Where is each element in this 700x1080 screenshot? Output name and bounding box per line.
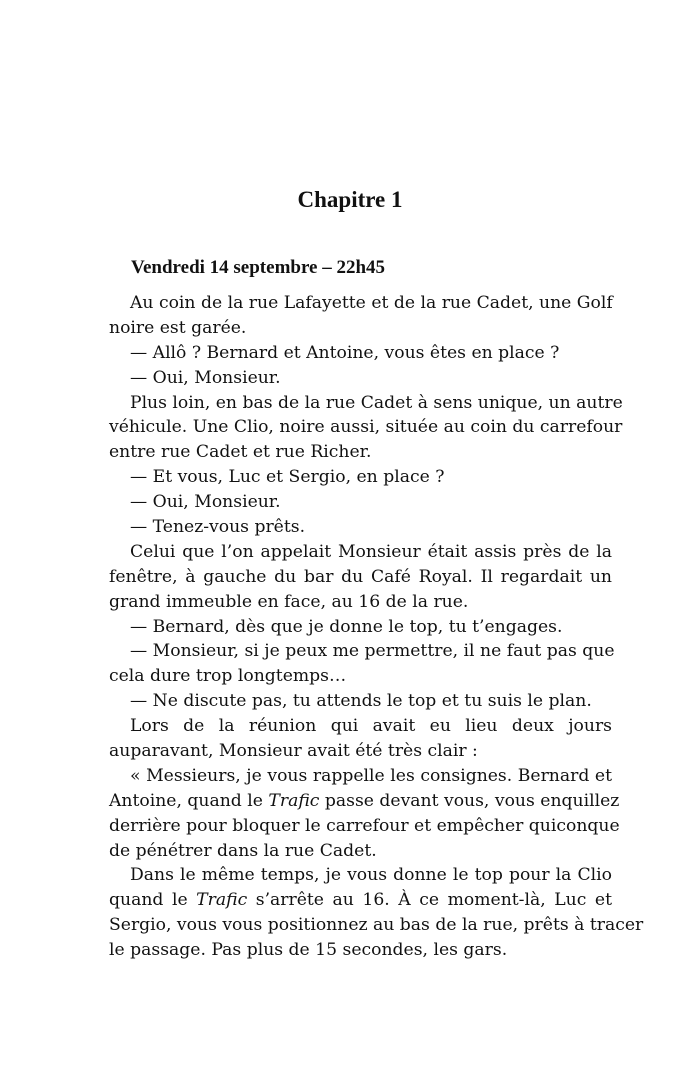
chapter-title: Chapitre 1 [297, 187, 403, 212]
text-line: auparavant, Monsieur avait été très clair : [109, 741, 478, 762]
text-segment: Antoine, quand le [109, 790, 269, 811]
text-line: « Messieurs, je vous rappelle les consignes. Bernard et [130, 765, 612, 786]
text-line: — Monsieur, si je peux me permettre, il ne faut pas que [130, 641, 615, 662]
text-line: de pénétrer dans la rue Cadet. [109, 840, 377, 861]
italic-vehicle-name: Trafic [268, 790, 320, 811]
text-line [109, 789, 620, 814]
text-line: véhicule. Une Clio, noire aussi, située au coin du carrefour [109, 417, 623, 438]
text-line: Sergio, vous vous positionnez au bas de la rue, prêts à tracer [109, 915, 644, 936]
text-line: fenêtre, à gauche du bar du Café Royal. Il regardait un [109, 566, 612, 587]
scene-heading: Vendredi 14 septembre – 22h45 [131, 257, 386, 278]
body-text [109, 291, 644, 963]
text-line: — Allô ? Bernard et Antoine, vous êtes en place ? [130, 342, 560, 363]
text-line [109, 888, 612, 913]
text-line: grand immeuble en face, au 16 de la rue. [109, 591, 469, 612]
text-line: Dans le même temps, je vous donne le top pour la Clio [130, 865, 612, 886]
text-line: cela dure trop longtemps… [109, 666, 347, 687]
text-line: Plus loin, en bas de la rue Cadet à sens unique, un autre [130, 392, 623, 413]
text-line: derrière pour bloquer le carrefour et empêcher quiconque [109, 815, 620, 836]
text-line: noire est garée. [109, 317, 247, 338]
text-line: — Oui, Monsieur. [130, 492, 281, 513]
text-line: Au coin de la rue Lafayette et de la rue Cadet, une Golf [130, 293, 613, 313]
text-line: le passage. Pas plus de 15 secondes, les gars. [109, 940, 508, 961]
text-line: — Ne discute pas, tu attends le top et tu suis le plan. [130, 691, 592, 712]
text-line: entre rue Cadet et rue Richer. [109, 442, 372, 463]
text-segment: quand le [109, 890, 197, 911]
text-segment: s’arrête au 16. À ce moment-là, Luc et [247, 890, 612, 911]
text-line: Celui que l’on appelait Monsieur était assis près de la [130, 541, 612, 562]
text-line: — Bernard, dès que je donne le top, tu t’engages. [130, 616, 563, 637]
text-line: — Et vous, Luc et Sergio, en place ? [130, 467, 445, 488]
text-line: — Oui, Monsieur. [130, 367, 281, 388]
text-segment: passe devant vous, vous enquillez [319, 790, 620, 811]
text-line: — Tenez-vous prêts. [130, 517, 306, 538]
text-line: Lors de la réunion qui avait eu lieu deux jours [130, 716, 612, 737]
italic-vehicle-name: Trafic [196, 890, 248, 911]
